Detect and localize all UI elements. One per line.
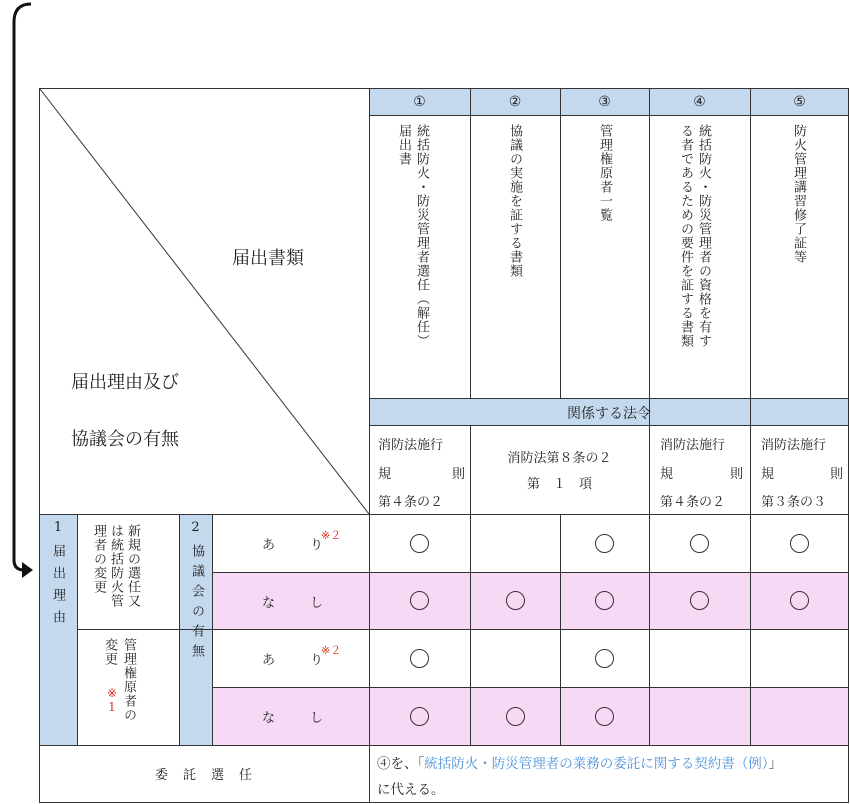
footer-label: 委 託 選 任 (154, 768, 253, 783)
related-law-title: 関係する法令 (567, 406, 651, 422)
col-num-5: ⑤ (793, 94, 806, 110)
row-label-b: り (310, 653, 324, 668)
row-label-a: あ (262, 653, 276, 668)
circle-mark (790, 591, 809, 610)
circle-mark (690, 534, 709, 553)
law-1-line2a: 規 (378, 467, 392, 482)
row-label-b: り (310, 538, 324, 553)
row-label-a: あ (262, 538, 276, 553)
law-23-line2: 第 １ 項 (526, 477, 592, 492)
circle-mark (690, 591, 709, 610)
law-1-line2b: 則 (452, 467, 466, 482)
law-5-line2a: 規 (761, 467, 775, 482)
council-number: 2 (191, 520, 200, 535)
circle-mark (410, 534, 429, 553)
row-label-b: し (310, 595, 324, 611)
circle-mark (410, 591, 429, 610)
circle-mark (410, 707, 429, 726)
law-4-line2b: 則 (730, 467, 744, 482)
row-label-b: し (310, 711, 324, 726)
circle-mark (595, 591, 614, 610)
col-num-4: ④ (693, 94, 706, 110)
council-label: 協議会の有無 (189, 544, 204, 664)
law-1-line1: 消防法施行 (378, 438, 444, 453)
reason-owner-change: 管理権原者の 変更 (102, 638, 136, 722)
diag-top-label: 届出書類 (232, 248, 304, 269)
col-label-5: 防火管理講習修了証等 (791, 124, 806, 264)
contract-link[interactable]: 統括防火・防災管理者の業務の委託に関する契約書（例） (424, 756, 769, 772)
row-note: ※２ (321, 644, 342, 657)
reason-new-or-change: 新規の選任又 は統括防火管 理者の変更 (91, 524, 140, 608)
footer-text: ④を、「統括防火・防災管理者の業務の委託に関する契約書（例）」 に代える。 (377, 756, 782, 798)
law-4-line1: 消防法施行 (660, 438, 726, 453)
circle-mark (410, 649, 429, 668)
row-label-a: な (262, 711, 276, 726)
row-note: ※２ (321, 529, 342, 542)
col-label-2: 協議の実施を証する書類 (507, 124, 522, 278)
reason-label: 届出理由 (50, 544, 65, 632)
law-5-line1: 消防法施行 (761, 438, 827, 453)
circle-mark (506, 707, 525, 726)
col-num-3: ③ (598, 94, 611, 110)
circle-mark (595, 707, 614, 726)
col-num-2: ② (508, 94, 522, 110)
law-1-line3: 第４条の２ (378, 495, 444, 510)
circle-mark (506, 591, 525, 610)
diag-bottom-label-2: 協議会の有無 (71, 429, 179, 450)
law-4-line2a: 規 (660, 467, 674, 482)
col-label-4: 統括防火・防災管理者の資格を有す る者であるための要件を証する書類 (678, 124, 711, 348)
circle-mark (790, 534, 809, 553)
law-5-line2b: 則 (830, 467, 844, 482)
law-5-line3: 第３条の３ (761, 495, 827, 510)
reason-number: 1 (53, 520, 63, 535)
col-label-3: 管理権原者一覧 (597, 124, 612, 222)
circle-mark (595, 649, 614, 668)
law-4-line3: 第４条の２ (660, 495, 726, 510)
law-23-line1: 消防法第８条の２ (507, 451, 612, 466)
diag-bottom-label-1: 届出理由及び (71, 372, 179, 393)
circle-mark (595, 534, 614, 553)
col-label-1: 統括防火・防災管理者選任（解任） 届出書 (396, 124, 429, 348)
col-num-1: ① (413, 94, 426, 110)
row-label-a: な (262, 595, 276, 611)
reason-owner-change-note: ※1 (105, 686, 119, 714)
